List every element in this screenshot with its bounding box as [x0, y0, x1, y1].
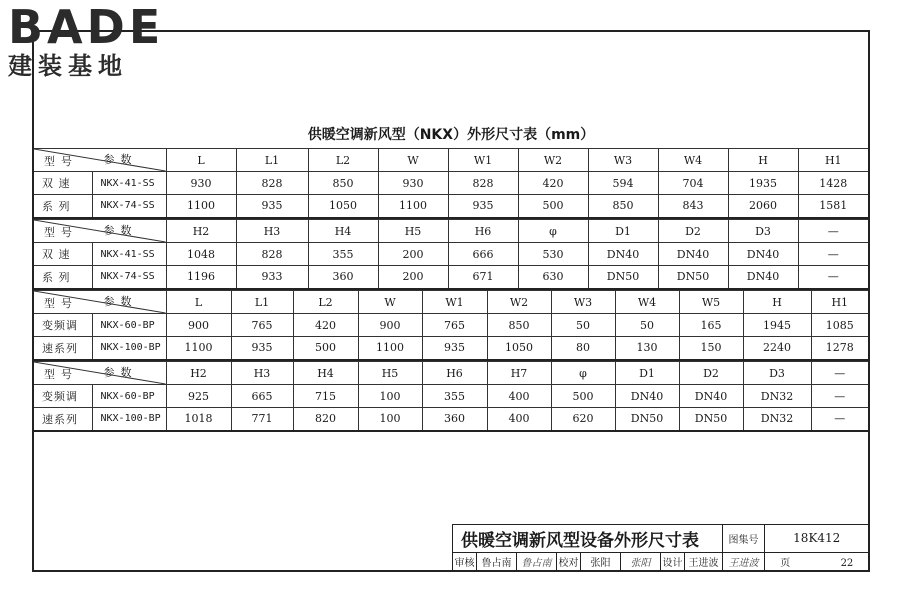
table-cell: 704	[658, 172, 728, 195]
reviewer-name: 鲁占南	[477, 552, 517, 570]
table-cell: 1945	[743, 314, 811, 337]
table-cell: 1196	[166, 266, 236, 289]
table-cell: 715	[293, 385, 358, 408]
column-header: L	[166, 149, 236, 172]
atlas-no-label: 图集号	[723, 524, 765, 552]
table-cell: 630	[518, 266, 588, 289]
table-cell: 820	[293, 408, 358, 431]
series-label: 速系列	[34, 337, 92, 360]
column-header: W3	[588, 149, 658, 172]
table-cell: 594	[588, 172, 658, 195]
header-row	[34, 291, 868, 314]
corner-label-params: 参数	[103, 224, 138, 237]
corner-label-params: 参数	[103, 295, 138, 308]
table-title: 供暖空调新风型（NKX）外形尺寸表（mm）	[307, 127, 595, 143]
table-cell: 165	[679, 314, 743, 337]
table-cell: 1100	[166, 195, 236, 218]
column-header: W	[358, 291, 422, 314]
column-header: D2	[658, 220, 728, 243]
checker-signature: 张阳	[621, 552, 661, 570]
table-cell: DN40	[615, 385, 679, 408]
header-corner-cell	[34, 149, 166, 172]
column-header: W	[378, 149, 448, 172]
column-header: W5	[679, 291, 743, 314]
header-row	[34, 362, 868, 385]
column-header: φ	[551, 362, 615, 385]
table-cell: 671	[448, 266, 518, 289]
table-cell: 665	[231, 385, 293, 408]
table-row	[34, 385, 868, 408]
table-cell: 200	[378, 243, 448, 266]
table-cell: —	[798, 266, 868, 289]
column-header: W3	[551, 291, 615, 314]
table-cell: 355	[308, 243, 378, 266]
table-cell: DN32	[743, 385, 811, 408]
header-corner-cell	[34, 220, 166, 243]
column-header: H7	[487, 362, 551, 385]
series-label: 速系列	[34, 408, 92, 431]
table-cell: DN40	[728, 266, 798, 289]
column-header: H	[728, 149, 798, 172]
table-cell: 400	[487, 408, 551, 431]
table-cell: 500	[518, 195, 588, 218]
column-header: H	[743, 291, 811, 314]
table-cell: 1935	[728, 172, 798, 195]
table-cell: 935	[231, 337, 293, 360]
model-label: NKX-41-SS	[92, 172, 166, 195]
page-label: 页	[780, 557, 791, 569]
table-cell: DN50	[658, 266, 728, 289]
header-row	[34, 220, 868, 243]
table-cell: 1278	[811, 337, 868, 360]
table-cell: 500	[293, 337, 358, 360]
table-cell: 100	[358, 408, 422, 431]
table-cell: 1085	[811, 314, 868, 337]
table-cell: 828	[236, 243, 308, 266]
table-cell: 1428	[798, 172, 868, 195]
column-header: —	[798, 220, 868, 243]
header-corner-cell	[34, 362, 166, 385]
column-header: H5	[378, 220, 448, 243]
table-cell: 130	[615, 337, 679, 360]
table-cell: 900	[166, 314, 231, 337]
table-row	[34, 314, 868, 337]
table-cell: 765	[422, 314, 487, 337]
table-cell: 1100	[358, 337, 422, 360]
table-cell: 150	[679, 337, 743, 360]
corner-label-params: 参数	[103, 366, 138, 379]
column-header: H4	[308, 220, 378, 243]
table-cell: —	[798, 243, 868, 266]
model-label: NKX-74-SS	[92, 195, 166, 218]
table-cell: 2240	[743, 337, 811, 360]
table-cell: 935	[236, 195, 308, 218]
table-cell: 50	[615, 314, 679, 337]
table-cell: 900	[358, 314, 422, 337]
reviewer-signature: 鲁占南	[517, 552, 557, 570]
corner-label-model: 型号	[44, 226, 78, 239]
table-cell: 400	[487, 385, 551, 408]
table-row	[34, 337, 868, 360]
column-header: H1	[798, 149, 868, 172]
table-cell: 360	[422, 408, 487, 431]
model-label: NKX-60-BP	[92, 385, 166, 408]
table-cell: 843	[658, 195, 728, 218]
column-header: H3	[236, 220, 308, 243]
corner-label-params: 参数	[103, 153, 138, 166]
table-cell: 1050	[487, 337, 551, 360]
logo-brand: BADE	[8, 0, 165, 54]
column-header: H6	[448, 220, 518, 243]
column-header: W2	[518, 149, 588, 172]
table-cell: 935	[448, 195, 518, 218]
table-cell: DN40	[679, 385, 743, 408]
table-cell: DN50	[679, 408, 743, 431]
table-cell: 420	[518, 172, 588, 195]
corner-label-model: 型号	[44, 297, 78, 310]
table-cell: 1581	[798, 195, 868, 218]
table-cell: 765	[231, 314, 293, 337]
header-row	[34, 149, 868, 172]
table-cell: 850	[487, 314, 551, 337]
table-cell: 1050	[308, 195, 378, 218]
table-cell: 933	[236, 266, 308, 289]
page-number: 22	[840, 557, 854, 569]
dimension-table-1	[34, 148, 868, 219]
model-label: NKX-100-BP	[92, 408, 166, 431]
series-label: 系 列	[34, 266, 92, 289]
table-cell: —	[811, 385, 868, 408]
column-header: L2	[293, 291, 358, 314]
table-cell: 771	[231, 408, 293, 431]
table-cell: DN40	[588, 243, 658, 266]
table-cell: 420	[293, 314, 358, 337]
table-cell: 935	[422, 337, 487, 360]
table-cell: DN50	[615, 408, 679, 431]
column-header: L1	[231, 291, 293, 314]
table-cell: 850	[588, 195, 658, 218]
table-cell: 1048	[166, 243, 236, 266]
table-row	[34, 172, 868, 195]
column-header: W4	[658, 149, 728, 172]
series-label: 双 速	[34, 172, 92, 195]
page-cell	[765, 552, 869, 570]
table-cell: 666	[448, 243, 518, 266]
table-cell: 1100	[166, 337, 231, 360]
table-cell: 2060	[728, 195, 798, 218]
table-row	[34, 408, 868, 431]
table-cell: —	[811, 408, 868, 431]
drawing-frame	[32, 30, 870, 572]
column-header: D3	[728, 220, 798, 243]
table-cell: 50	[551, 314, 615, 337]
column-header: D1	[615, 362, 679, 385]
series-label: 变频调	[34, 314, 92, 337]
column-header: H1	[811, 291, 868, 314]
column-header: H4	[293, 362, 358, 385]
column-header: H2	[166, 220, 236, 243]
column-header: H2	[166, 362, 231, 385]
column-header: D2	[679, 362, 743, 385]
designer-signature: 王进波	[723, 552, 765, 570]
model-label: NKX-60-BP	[92, 314, 166, 337]
column-header: L1	[236, 149, 308, 172]
table-cell: DN40	[728, 243, 798, 266]
column-header: H6	[422, 362, 487, 385]
model-label: NKX-41-SS	[92, 243, 166, 266]
series-label: 变频调	[34, 385, 92, 408]
table-cell: 930	[378, 172, 448, 195]
table-cell: 1018	[166, 408, 231, 431]
header-corner-cell	[34, 291, 166, 314]
table-cell: 828	[236, 172, 308, 195]
table-cell: DN40	[658, 243, 728, 266]
table-cell: 850	[308, 172, 378, 195]
table-cell: 200	[378, 266, 448, 289]
model-label: NKX-74-SS	[92, 266, 166, 289]
model-label: NKX-100-BP	[92, 337, 166, 360]
table-cell: 500	[551, 385, 615, 408]
logo-subtitle: 建装基地	[8, 52, 128, 80]
title-block	[452, 524, 869, 571]
table-cell: 620	[551, 408, 615, 431]
dimension-table-2	[34, 219, 868, 290]
column-header: φ	[518, 220, 588, 243]
table-cell: 100	[358, 385, 422, 408]
table-cell: DN32	[743, 408, 811, 431]
table-cell: DN50	[588, 266, 658, 289]
table-cell: 80	[551, 337, 615, 360]
column-header: W1	[448, 149, 518, 172]
table-cell: 930	[166, 172, 236, 195]
corner-label-model: 型号	[44, 368, 78, 381]
series-label: 系 列	[34, 195, 92, 218]
designer-name: 王进波	[685, 552, 723, 570]
column-header: —	[811, 362, 868, 385]
column-header: W4	[615, 291, 679, 314]
bade-logo	[8, 0, 178, 84]
column-header: L	[166, 291, 231, 314]
dimension-table-4	[34, 361, 868, 432]
corner-label-model: 型号	[44, 155, 78, 168]
series-label: 双 速	[34, 243, 92, 266]
table-cell: 355	[422, 385, 487, 408]
table-cell: 925	[166, 385, 231, 408]
column-header: H3	[231, 362, 293, 385]
table-row	[34, 266, 868, 289]
table-cell: 1100	[378, 195, 448, 218]
table-cell: 828	[448, 172, 518, 195]
table-row	[34, 243, 868, 266]
checker-name: 张阳	[581, 552, 621, 570]
table-cell: 360	[308, 266, 378, 289]
column-header: D1	[588, 220, 658, 243]
review-label: 审核	[453, 552, 477, 570]
check-label: 校对	[557, 552, 581, 570]
dimension-table-3	[34, 290, 868, 361]
column-header: L2	[308, 149, 378, 172]
design-label: 设计	[661, 552, 685, 570]
table-cell: 530	[518, 243, 588, 266]
column-header: D3	[743, 362, 811, 385]
column-header: W2	[487, 291, 551, 314]
table-row	[34, 195, 868, 218]
atlas-no: 18K412	[765, 524, 869, 552]
column-header: H5	[358, 362, 422, 385]
column-header: W1	[422, 291, 487, 314]
drawing-title: 供暖空调新风型设备外形尺寸表	[453, 524, 723, 552]
